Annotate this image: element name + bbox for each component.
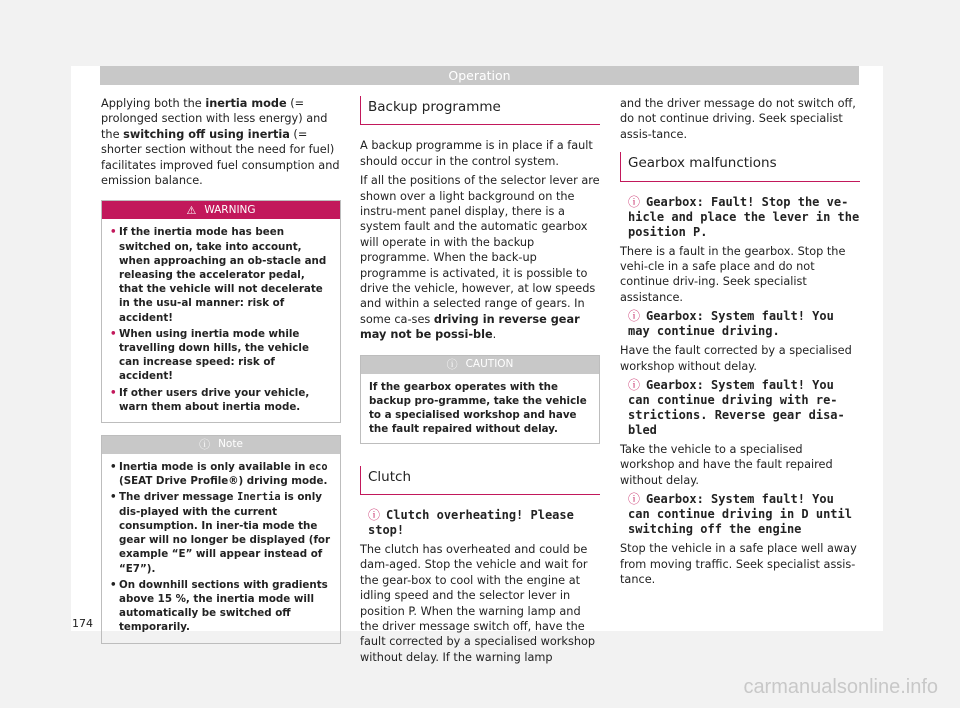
list-item: • If other users drive your vehicle, warn them about inertia mode. [110,386,310,413]
bullet-icon: • [110,491,117,504]
note-body [102,454,340,642]
paragraph: The clutch has overheated and could be dam-aged. Stop the vehicle and wait for the gear-box to cool with the engine at idling speed and the selector lever in position P. When the warning lamp and the driver message switch off, have the fault corrected by a specialised workshop without delay. If the warning lamp [360,542,596,664]
warning-box [101,200,341,423]
caution-icon: ⓘ [446,357,458,371]
list-item: • If the inertia mode has been switched on, take into account, when approaching an ob-stacle and releasing the accelerator pedal, that the vehicle will not decelerate in the usu-al manner: risk of accident! [110,226,327,324]
info-icon: ⓘ [199,438,211,452]
gearbox-malfunctions-heading: Gearbox malfunctions [620,152,860,181]
caution-label: CAUTION [465,357,514,370]
list-item: • When using inertia mode while travelling down hills, the vehicle can increase speed: risk of accident! [110,327,309,383]
paragraph: If all the positions of the selector lever are shown over a light background on the instru-ment panel display, there is a system fault and the automatic gearbox will operate in with the backup programme. When the back-up programme is activated, it is possible to drive the vehicle, however, at low speeds and within a selected range of gears. In some ca-ses driving in reverse gear may not be possi-ble. [360,174,600,342]
bullet-icon: • [110,327,117,340]
paragraph: Have the fault corrected by a specialised workshop without delay. [620,344,852,373]
list-item: • The driver message Inertia is only dis-played with the current consumption. In iner-tia mode the gear will no longer be displayed (for example “E” will appear instead of “E7”). [110,491,331,575]
caution-box [360,355,600,444]
warning-label: WARNING [204,203,256,216]
driver-message: ⓘ Gearbox: Fault! Stop the ve-hicle and place the lever in the position P. [628,194,860,239]
warning-lamp-icon: ⓘ [628,194,641,209]
note-header [102,436,340,454]
paragraph: Take the vehicle to a specialised workshop and have the fault repaired without delay. [620,443,833,487]
driver-message: ⓘ Gearbox: System fault! You can continue driving in D until switching off the engine [628,492,852,537]
intro-paragraph: Applying both the inertia mode (= prolonged section with less energy) and the switching off using inertia (= shorter section without the need for fuel) facilitates improved fuel consumption and emission balance. [101,97,340,188]
warning-triangle-icon: ⚠ [186,203,197,217]
column-3 [620,96,860,592]
warning-lamp-icon: ⓘ [628,378,641,393]
paragraph: There is a fault in the gearbox. Stop the vehi-cle in a safe place and do not continue driv-ing. Seek specialist assistance. [620,244,846,304]
driver-message: ⓘ Gearbox: System fault! You can continue driving with re-strictions. Reverse gear disa-bled [628,378,845,438]
note-label: Note [218,438,243,451]
bullet-icon: • [110,386,117,399]
caution-header [361,356,599,374]
list-item: • Inertia mode is only available in eco (SEAT Drive Profile®) driving mode. [110,461,328,488]
backup-programme-heading: Backup programme [360,96,600,125]
bullet-icon: • [110,226,117,239]
caution-body: If the gearbox operates with the backup pro-gramme, take the vehicle to a specialised workshop and have the fault repaired without delay. [369,380,587,436]
warning-lamp-icon: ⓘ [368,507,381,522]
paragraph: Stop the vehicle in a safe place well away from moving traffic. Seek specialist assis-tance. [620,542,857,587]
driver-message: ⓘ Clutch overheating! Please stop! [368,507,574,537]
clutch-heading: Clutch [360,466,600,495]
warning-body [102,219,340,422]
note-box [101,435,341,643]
paragraph: A backup programme is in place if a fault should occur in the control system. [360,139,593,168]
warning-lamp-icon: ⓘ [628,309,641,324]
paragraph: and the driver message do not switch off, do not continue driving. Seek specialist assis-tance. [620,97,856,141]
page-number: 174 [72,617,93,630]
list-item: • On downhill sections with gradients above 15 %, the inertia mode will automatically be switched off temporarily. [110,578,328,634]
warning-lamp-icon: ⓘ [628,492,641,507]
watermark: carmanualsonline.info [743,676,938,698]
bullet-icon: • [110,578,117,591]
column-1 [101,96,341,656]
bullet-icon: • [110,461,117,474]
section-banner: Operation [100,66,859,85]
driver-message: ⓘ Gearbox: System fault! You may continue driving. [628,309,834,339]
warning-header [102,201,340,219]
column-2 [360,96,600,669]
